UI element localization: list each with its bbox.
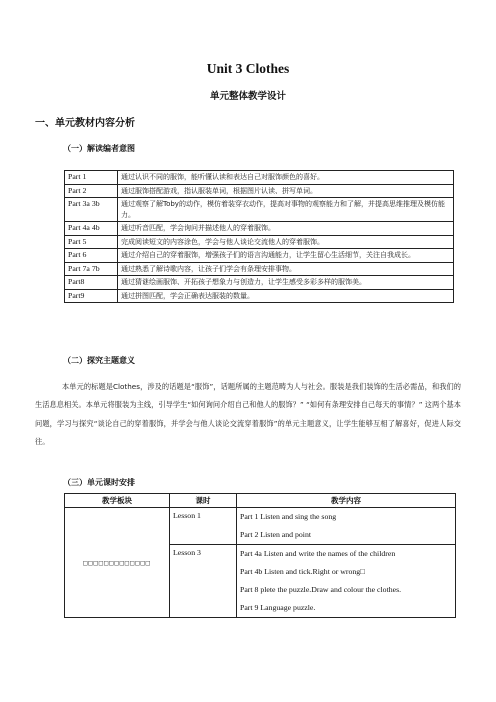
content-item: Part 4b Listen and tick.Right or wrong□ [240,567,365,576]
lesson-cell: Lesson 3 [170,545,237,618]
part-description: 通过熟悉了解诗歌内容，让孩子们学会有条理安排事物。 [118,262,454,276]
part-label: Part 1 [65,171,118,185]
part-label: Part 3a 3b [65,198,118,222]
part-label: Part 5 [65,235,118,249]
content-cell [237,545,456,618]
schedule-header: 课时 [170,494,237,508]
part-description: 完成阅读短文的内容涂色，学会与他人谈论交流他人的穿着服饰。 [118,235,454,249]
table-row [65,222,454,236]
part-description: 通过介绍自己的穿着服饰，增强孩子们的语言沟通能力，让学生留心生活细节，关注自我成长。 [118,249,454,263]
schedule-table [64,493,456,618]
subsection-heading-2: （二）探究主题意义 [63,356,135,365]
schedule-header: 教学板块 [65,494,170,508]
part-label: Part9 [65,289,118,303]
content-item: Part 1 Listen and sing the song [240,512,337,521]
subsection-heading-1: （一）解读编者意图 [63,144,135,153]
table-row [65,508,456,545]
table-row [65,262,454,276]
part-description: 通过认识不同的服饰，能听懂认读和表达自己对服饰颜色的喜好。 [118,171,454,185]
table-row [65,249,454,263]
table-row [65,289,454,303]
table-row [65,235,454,249]
table-row [65,198,454,222]
parts-table [64,170,454,303]
part-description: 通过服饰搭配游戏，指认服装单词，根据图片认读、拼写单词。 [118,184,454,198]
teaching-block-cell: □□□□□□□□□□□□□ [65,508,170,618]
content-item: Part 2 Listen and point [240,530,312,539]
part-description: 通过拼图匹配，学会正确表达服装的数量。 [118,289,454,303]
theme-paragraph: 本单元的标题是Clothes，涉及的话题是“服饰”，话题所属的主题范畴为人与社会。服装是我们装饰的生活必需品，和我们的生活息息相关。本单元将服装为主线，引导学生“如何询问介绍自己和他人的服饰？” “如何有条理安排自己每天的事情？” 这两个基本问题，学习与探究“谈论自己的穿着服饰，并学会与他人谈论交流穿着服饰”的单元主题意义，让学生能够互相了解喜好，促进人际交往。 [35,382,461,447]
content-item: Part 9 Language puzzle. [240,603,316,612]
lesson-cell: Lesson 1 [170,508,237,545]
part-label: Part8 [65,276,118,290]
content-cell [237,508,456,545]
part-description: 通过听音匹配，学会询问并描述他人的穿着服饰。 [118,222,454,236]
part-description: 通过猜谜绘画服饰、开拓孩子想象力与创造力，让学生感受多彩多样的服饰美。 [118,276,454,290]
content-item: Part 4a Listen and write the names of the children [240,549,396,558]
part-description: 通过观察了解Toby的动作，模仿着装穿衣动作，提高对事物的观察能力和了解，并提高思维推理及模仿能力。 [118,198,454,222]
doc-subtitle: 单元整体教学设计 [209,91,286,102]
part-label: Part 4a 4b [65,222,118,236]
table-row [65,184,454,198]
content-item: Part 8 plete the puzzle.Draw and colour the clothes. [240,585,402,594]
subsection-heading-3: （三）单元课时安排 [63,478,135,487]
part-label: Part 6 [65,249,118,263]
schedule-header: 教学内容 [237,494,456,508]
part-label: Part 2 [65,184,118,198]
part-label: Part 7a 7b [65,262,118,276]
table-row [65,276,454,290]
table-row [65,171,454,185]
section-heading: 一、单元教材内容分析 [35,118,135,129]
doc-title: Unit 3 Clothes [206,61,290,76]
